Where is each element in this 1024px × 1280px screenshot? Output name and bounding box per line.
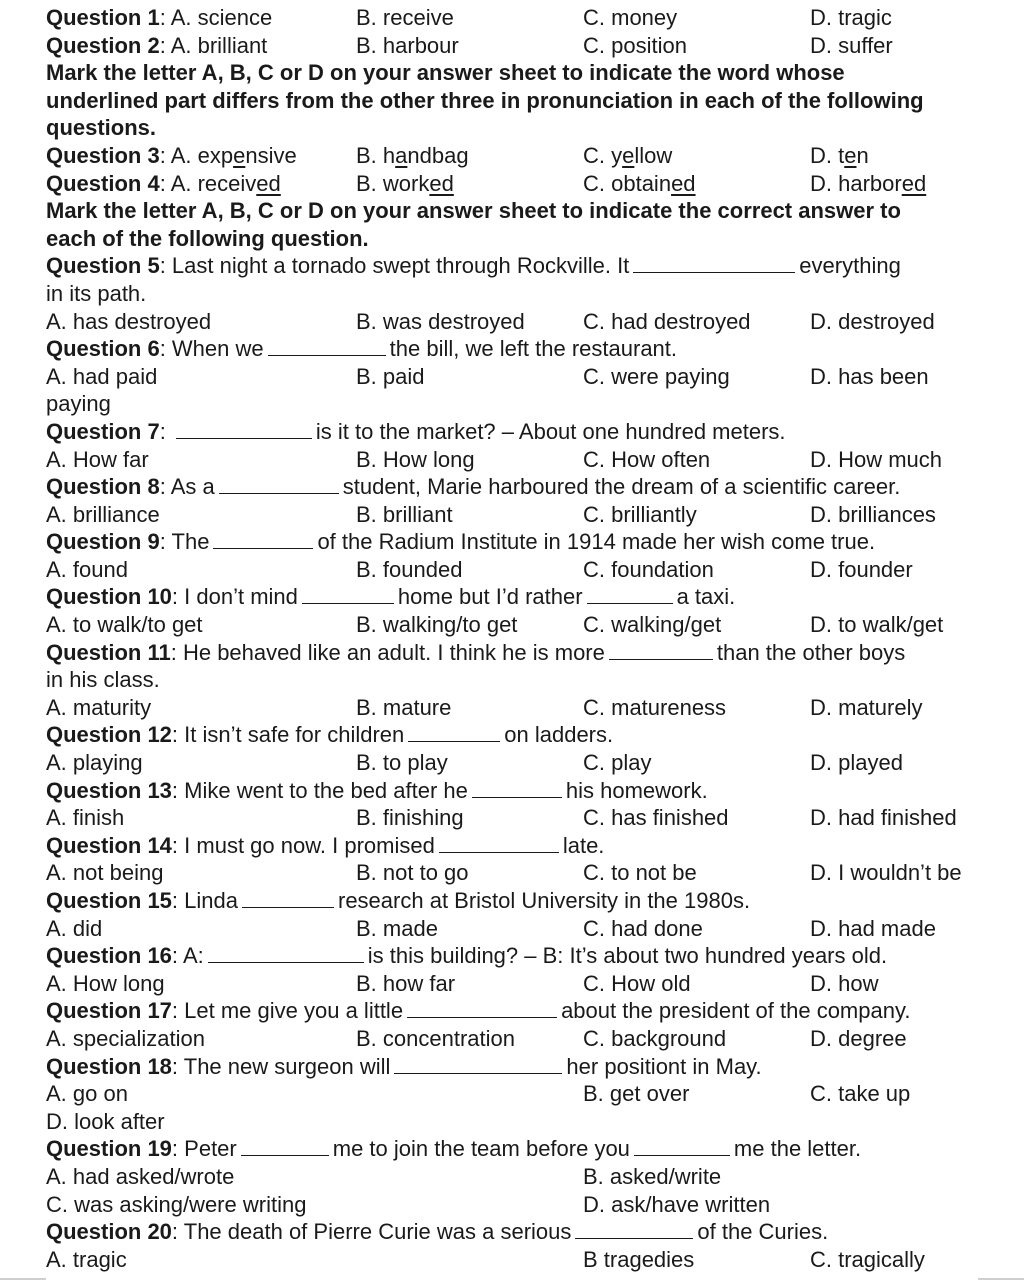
- option-d: D. had made: [810, 915, 936, 941]
- option-b: B. brilliant: [356, 501, 453, 527]
- answer-blank: [587, 585, 673, 604]
- option-a: A. go on: [46, 1081, 128, 1107]
- question-7-options: [46, 446, 986, 474]
- question-15: Question 15: Linda research at Bristol University in the 1980s.: [46, 888, 751, 913]
- answer-blank: [208, 944, 364, 963]
- question-text: He behaved like an adult. I think he is more: [182, 639, 605, 665]
- question-6-options: [46, 363, 986, 391]
- question-10: Question 10: I don’t mind home but I’d rather a taxi.: [46, 584, 736, 610]
- underlined-sound: e: [233, 142, 246, 168]
- option-b: B. concentration: [356, 1025, 515, 1051]
- option-d: D. ask/have written: [583, 1191, 771, 1217]
- question-text: The death of Pierre Curie was a serious: [183, 1219, 572, 1245]
- question-text: me the letter.: [733, 1136, 862, 1162]
- question-text: A:: [182, 943, 204, 969]
- question-label: Question 6: [46, 336, 160, 362]
- instruction-pronunciation: Mark the letter A, B, C or D on your answer sheet to indicate the word whose: [46, 60, 845, 86]
- option-a: A. playing: [46, 750, 143, 776]
- option-d: D. t: [810, 142, 845, 168]
- question-5-options: [46, 308, 986, 336]
- option-b: B. paid: [356, 363, 425, 389]
- question-label: Question 20: [46, 1219, 172, 1245]
- option-c: C. walking/get: [583, 612, 722, 638]
- option-d: D. has been: [810, 363, 929, 389]
- question-label: Question 1: [46, 5, 160, 30]
- question-text: The: [171, 529, 210, 555]
- option-c: C. play: [583, 750, 652, 776]
- option-a: A. How far: [46, 446, 149, 472]
- question-20: Question 20: The death of Pierre Curie was a serious of the Curies.: [46, 1219, 829, 1245]
- question-19-options-row2: [46, 1191, 986, 1219]
- option-c: C. How often: [583, 446, 711, 472]
- question-text: I must go now. I promised: [184, 832, 435, 858]
- question-text: The new surgeon will: [183, 1053, 391, 1079]
- option-b: B. harbour: [356, 32, 459, 58]
- question-3: Question 3: A. expensive B. handbag C. yellow D. ten: [46, 142, 869, 168]
- option-d: D. maturely: [810, 694, 923, 720]
- option-c: C. were paying: [583, 363, 730, 389]
- question-text: his homework.: [565, 777, 708, 803]
- option-b: B. to play: [356, 750, 448, 776]
- question-9: Question 9: The of the Radium Institute in 1914 made her wish come true.: [46, 529, 876, 555]
- question-8: Question 8: As a student, Marie harboured the dream of a scientific career.: [46, 474, 901, 500]
- question-11-continued: in his class.: [46, 667, 160, 693]
- option-a: A. has destroyed: [46, 308, 212, 334]
- option-b: B. walking/to get: [356, 612, 518, 638]
- option-a: A. receiv: [170, 170, 257, 196]
- question-7: Question 7: is it to the market? – About one hundred meters.: [46, 418, 786, 444]
- question-text: Mike went to the bed after he: [184, 777, 468, 803]
- question-text: of the Curies.: [697, 1219, 829, 1245]
- option-d: D. had finished: [810, 805, 957, 831]
- answer-blank: [268, 337, 386, 356]
- option-d: D. How much: [810, 446, 943, 472]
- option-c: C. was asking/were writing: [46, 1191, 307, 1217]
- question-text: I don’t mind: [184, 584, 298, 610]
- question-text: is it to the market? – About one hundred meters.: [315, 418, 786, 444]
- question-label: Question 15: [46, 888, 172, 913]
- question-text: the bill, we left the restaurant.: [389, 336, 678, 362]
- option-b: B. not to go: [356, 860, 469, 886]
- instruction-pronunciation: underlined part differs from the other three in pronunciation in each of the following: [46, 87, 924, 113]
- question-text: on ladders.: [504, 722, 614, 748]
- answer-blank: [176, 420, 312, 439]
- question-13-options: [46, 804, 986, 832]
- option-b: B. asked/write: [583, 1163, 722, 1189]
- option-d: D. to walk/get: [810, 612, 944, 638]
- question-label: Question 18: [46, 1053, 172, 1079]
- question-text: of the Radium Institute in 1914 made her wish come true.: [317, 529, 876, 555]
- question-label: Question 19: [46, 1136, 172, 1162]
- answer-blank: [472, 779, 562, 798]
- option-d: D. look after: [46, 1108, 165, 1134]
- question-label: Question 17: [46, 998, 172, 1024]
- option-a: A. found: [46, 556, 128, 582]
- question-label: Question 13: [46, 777, 172, 803]
- question-label: Question 3: [46, 142, 160, 168]
- option-b: B tragedies: [583, 1246, 695, 1272]
- option-c: C. to not be: [583, 860, 697, 886]
- question-label: Question 7: [46, 418, 160, 444]
- option-b: B. work: [356, 170, 430, 196]
- question-19: Question 19: Peter me to join the team before you me the letter.: [46, 1136, 862, 1162]
- question-16: Question 16: A: is this building? – B: It’s about two hundred years old.: [46, 943, 888, 969]
- option-d: D. harbor: [810, 170, 902, 196]
- question-text: When we: [171, 336, 264, 362]
- question-text: Let me give you a little: [184, 998, 404, 1024]
- question-text: late.: [562, 832, 605, 858]
- option-d: D. destroyed: [810, 308, 935, 334]
- option-d-rest: n: [856, 142, 869, 168]
- option-b-rest: ndbag: [407, 142, 469, 168]
- option-c: C. obtain: [583, 170, 672, 196]
- option-a: A. specialization: [46, 1025, 205, 1051]
- question-label: Question 4: [46, 170, 160, 196]
- option-c: C. money: [583, 5, 678, 30]
- question-14-options: [46, 859, 986, 887]
- question-label: Question 16: [46, 943, 172, 969]
- option-b: B. mature: [356, 694, 452, 720]
- option-a: A. brilliance: [46, 501, 160, 527]
- option-d: D. brilliances: [810, 501, 936, 527]
- question-text: Peter: [184, 1136, 237, 1162]
- option-d: D. played: [810, 750, 903, 776]
- underlined-sound: ed: [901, 170, 927, 196]
- question-text: student, Marie harboured the dream of a scientific career.: [342, 474, 901, 500]
- option-d: D. founder: [810, 556, 913, 582]
- answer-blank: [575, 1220, 693, 1239]
- answer-blank: [213, 530, 313, 549]
- answer-blank: [394, 1055, 562, 1074]
- question-11-options: [46, 694, 986, 722]
- option-d: D. suffer: [810, 32, 893, 58]
- question-label: Question 10: [46, 584, 172, 610]
- option-b: B. How long: [356, 446, 475, 472]
- question-2: Question 2: A. brilliant B. harbour C. position D. suffer: [46, 32, 893, 58]
- question-4: Question 4: A. received B. worked C. obtained D. harbored: [46, 170, 927, 196]
- underlined-sound: ed: [671, 170, 696, 196]
- option-c: C. had done: [583, 915, 703, 941]
- question-19-options-row1: [46, 1163, 986, 1191]
- option-c-rest: llow: [634, 142, 673, 168]
- question-16-options: [46, 970, 986, 998]
- answer-blank: [633, 254, 795, 273]
- question-text: research at Bristol University in the 1980s.: [338, 888, 751, 913]
- question-text: Last night a tornado swept through Rockville. It: [171, 253, 630, 279]
- question-6: Question 6: When we the bill, we left the restaurant.: [46, 336, 678, 362]
- option-c: C. position: [583, 32, 687, 58]
- option-b: B. was destroyed: [356, 308, 525, 334]
- underlined-sound: e: [844, 142, 857, 168]
- option-a: A. How long: [46, 970, 165, 996]
- option-a: A. had asked/wrote: [46, 1163, 235, 1189]
- answer-blank: [302, 585, 394, 604]
- question-17: Question 17: Let me give you a little about the president of the company.: [46, 998, 911, 1024]
- answer-blank: [439, 834, 559, 853]
- question-label: Question 2: [46, 32, 160, 58]
- question-1: Question 1: A. science B. receive C. money D. tragic: [46, 5, 892, 30]
- question-18: Question 18: The new surgeon will her positiont in May.: [46, 1053, 762, 1079]
- question-label: Question 9: [46, 529, 160, 555]
- option-d: D. I wouldn’t be: [810, 860, 962, 886]
- question-label: Question 5: [46, 253, 160, 279]
- option-c: C. background: [583, 1025, 727, 1051]
- question-label: Question 14: [46, 832, 172, 858]
- question-text: her positiont in May.: [566, 1053, 762, 1079]
- answer-blank: [219, 475, 339, 494]
- question-15-options: [46, 915, 986, 943]
- option-a: A. exp: [170, 142, 234, 168]
- answer-blank: [609, 641, 713, 660]
- question-8-options: [46, 501, 986, 529]
- option-a: A. to walk/to get: [46, 612, 203, 638]
- answer-blank: [242, 889, 334, 908]
- question-5: Question 5: Last night a tornado swept through Rockville. It everything: [46, 253, 901, 279]
- question-12: Question 12: It isn’t safe for children on ladders.: [46, 722, 614, 748]
- question-text: than the other boys: [716, 639, 906, 665]
- question-label: Question 11: [46, 639, 171, 665]
- answer-blank: [407, 999, 557, 1018]
- option-a: A. science: [170, 5, 273, 30]
- question-17-options: [46, 1025, 986, 1053]
- question-13: Question 13: Mike went to the bed after he his homework.: [46, 777, 708, 803]
- question-18-options: [46, 1080, 986, 1108]
- question-label: Question 12: [46, 722, 172, 748]
- question-text: about the president of the company.: [561, 998, 911, 1024]
- option-a: A. maturity: [46, 694, 152, 720]
- question-text: a taxi.: [676, 584, 736, 610]
- option-c: C. brilliantly: [583, 501, 697, 527]
- instruction-pronunciation: questions.: [46, 115, 157, 141]
- question-text: everything: [799, 253, 901, 279]
- underlined-sound: ed: [429, 170, 454, 196]
- answer-blank: [634, 1137, 730, 1156]
- underlined-sound: e: [622, 142, 635, 168]
- option-d: D. degree: [810, 1025, 907, 1051]
- option-b: B. how far: [356, 970, 456, 996]
- question-text: As a: [170, 474, 215, 500]
- option-a: A. had paid: [46, 363, 158, 389]
- answer-blank: [241, 1137, 329, 1156]
- option-d: D. how: [810, 970, 879, 996]
- option-c: C. How old: [583, 970, 691, 996]
- option-a: A. brilliant: [170, 32, 268, 58]
- instruction-grammar: Mark the letter A, B, C or D on your answer sheet to indicate the correct answer to: [46, 198, 901, 224]
- option-b: B. h: [356, 142, 396, 168]
- underlined-sound: a: [395, 142, 408, 168]
- option-b: B. made: [356, 915, 438, 941]
- question-10-options: [46, 611, 986, 639]
- option-c: C. y: [583, 142, 623, 168]
- option-c: C. foundation: [583, 556, 714, 582]
- question-text: Linda: [184, 888, 238, 913]
- option-b: B. get over: [583, 1081, 690, 1107]
- instruction-grammar: each of the following question.: [46, 225, 369, 251]
- question-5-continued: in its path.: [46, 280, 147, 306]
- question-text: It isn’t safe for children: [184, 722, 405, 748]
- option-a: A. tragic: [46, 1246, 127, 1272]
- option-b: B. receive: [356, 5, 454, 30]
- question-text: home but I’d rather: [397, 584, 583, 610]
- option-c: C. has finished: [583, 805, 729, 831]
- option-a: A. finish: [46, 805, 125, 831]
- option-a-rest: nsive: [245, 142, 297, 168]
- option-b: B. founded: [356, 556, 463, 582]
- underlined-sound: ed: [256, 170, 281, 196]
- question-text: is this building? – B: It’s about two hundred years old.: [367, 943, 888, 969]
- worksheet: [46, 4, 986, 1273]
- option-c: C. matureness: [583, 694, 727, 720]
- option-d: D. tragic: [810, 5, 892, 30]
- option-a: A. not being: [46, 860, 164, 886]
- option-a: A. did: [46, 915, 103, 941]
- question-label: Question 8: [46, 474, 160, 500]
- question-9-options: [46, 556, 986, 584]
- answer-blank: [408, 723, 500, 742]
- option-c: C. take up: [810, 1081, 911, 1107]
- question-14: Question 14: I must go now. I promised late.: [46, 832, 605, 858]
- question-20-options: [46, 1246, 986, 1274]
- question-text: me to join the team before you: [332, 1136, 630, 1162]
- option-c: C. had destroyed: [583, 308, 751, 334]
- option-b: B. finishing: [356, 805, 464, 831]
- option-d-continued: paying: [46, 391, 111, 417]
- question-12-options: [46, 749, 986, 777]
- option-c: C. tragically: [810, 1246, 925, 1272]
- question-11: Question 11: He behaved like an adult. I think he is more than the other boys: [46, 639, 906, 665]
